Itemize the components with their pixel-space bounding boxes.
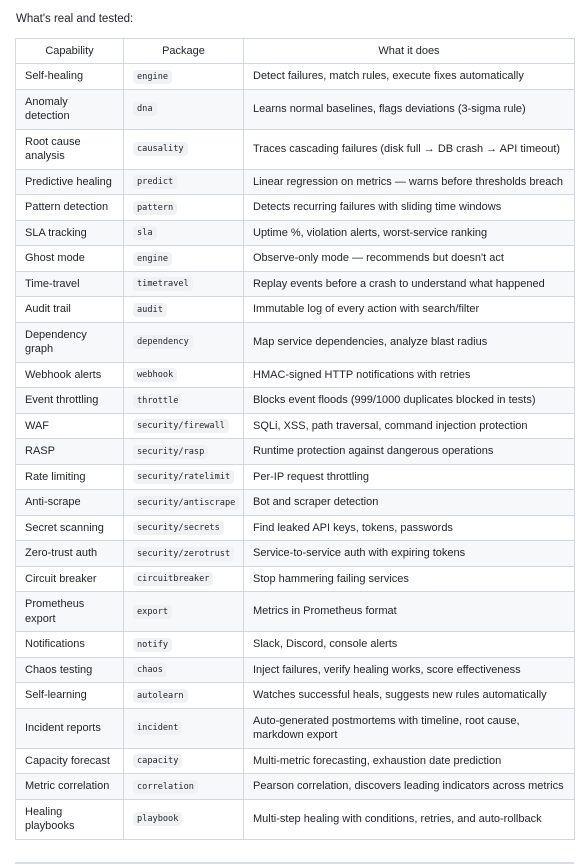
package-code: webhook: [133, 368, 177, 382]
package-code: capacity: [133, 754, 182, 768]
package-code: security/secrets: [133, 521, 224, 535]
package-cell: [124, 220, 244, 246]
table-row: [16, 515, 575, 541]
package-code: timetravel: [133, 277, 193, 291]
capability-cell: Anomaly detection: [16, 89, 124, 129]
description-cell: Detect failures, match rules, execute fixes automatically: [244, 64, 575, 90]
description-cell: Watches successful heals, suggests new rules automatically: [244, 683, 575, 709]
capability-cell: SLA tracking: [16, 220, 124, 246]
package-cell: [124, 322, 244, 362]
package-cell: [124, 541, 244, 567]
description-cell: Learns normal baselines, flags deviations (3-sigma rule): [244, 89, 575, 129]
table-row: [16, 271, 575, 297]
package-code: dna: [133, 102, 157, 116]
table-row: [16, 388, 575, 414]
description-cell: Metrics in Prometheus format: [244, 592, 575, 632]
description-cell: Slack, Discord, console alerts: [244, 632, 575, 658]
table-row: [16, 129, 575, 169]
table-header-row: [16, 39, 575, 64]
description-cell: Bot and scraper detection: [244, 490, 575, 516]
package-cell: [124, 413, 244, 439]
table-row: [16, 748, 575, 774]
package-cell: [124, 683, 244, 709]
table-row: [16, 799, 575, 839]
description-cell: HMAC-signed HTTP notifications with retries: [244, 362, 575, 388]
capability-cell: Root cause analysis: [16, 129, 124, 169]
table-row: [16, 220, 575, 246]
description-cell: Map service dependencies, analyze blast radius: [244, 322, 575, 362]
capability-cell: Predictive healing: [16, 169, 124, 195]
capability-cell: RASP: [16, 439, 124, 465]
capability-cell: Webhook alerts: [16, 362, 124, 388]
description-cell: Immutable log of every action with search/filter: [244, 297, 575, 323]
package-cell: [124, 271, 244, 297]
capability-cell: Time-travel: [16, 271, 124, 297]
package-cell: [124, 129, 244, 169]
description-cell: Replay events before a crash to understand what happened: [244, 271, 575, 297]
section-divider: [15, 862, 574, 864]
capability-cell: Self-learning: [16, 683, 124, 709]
package-cell: [124, 246, 244, 272]
capability-cell: Self-healing: [16, 64, 124, 90]
table-row: [16, 64, 575, 90]
column-header-description: What it does: [244, 39, 575, 64]
capability-cell: Dependency graph: [16, 322, 124, 362]
package-cell: [124, 490, 244, 516]
package-cell: [124, 799, 244, 839]
package-cell: [124, 657, 244, 683]
table-row: [16, 439, 575, 465]
description-cell: Multi-step healing with conditions, retries, and auto-rollback: [244, 799, 575, 839]
capability-cell: Notifications: [16, 632, 124, 658]
package-code: incident: [133, 721, 182, 735]
description-cell: Pearson correlation, discovers leading indicators across metrics: [244, 774, 575, 800]
package-code: causality: [133, 142, 188, 156]
capability-cell: Circuit breaker: [16, 566, 124, 592]
table-row: [16, 297, 575, 323]
description-cell: Observe-only mode — recommends but doesn't act: [244, 246, 575, 272]
package-code: autolearn: [133, 689, 188, 703]
package-code: circuitbreaker: [133, 572, 213, 586]
column-header-package: Package: [124, 39, 244, 64]
package-code: engine: [133, 252, 172, 266]
description-cell: Linear regression on metrics — warns before thresholds breach: [244, 169, 575, 195]
capability-cell: Healing playbooks: [16, 799, 124, 839]
description-cell: Detects recurring failures with sliding time windows: [244, 195, 575, 221]
description-cell: Service-to-service auth with expiring tokens: [244, 541, 575, 567]
capability-cell: WAF: [16, 413, 124, 439]
package-cell: [124, 439, 244, 465]
capability-cell: Anti-scrape: [16, 490, 124, 516]
description-cell: Runtime protection against dangerous operations: [244, 439, 575, 465]
package-code: security/firewall: [133, 419, 229, 433]
package-code: security/ratelimit: [133, 470, 234, 484]
table-row: [16, 413, 575, 439]
table-row: [16, 322, 575, 362]
intro-text: What's real and tested:: [16, 13, 134, 25]
package-code: predict: [133, 175, 177, 189]
package-code: audit: [133, 303, 167, 317]
column-header-capability: Capability: [16, 39, 124, 64]
description-cell: Multi-metric forecasting, exhaustion date prediction: [244, 748, 575, 774]
description-cell: Stop hammering failing services: [244, 566, 575, 592]
capability-cell: Ghost mode: [16, 246, 124, 272]
capability-cell: Rate limiting: [16, 464, 124, 490]
package-code: security/antiscrape: [133, 496, 239, 510]
capability-cell: Event throttling: [16, 388, 124, 414]
description-cell: Inject failures, verify healing works, score effectiveness: [244, 657, 575, 683]
capability-cell: Incident reports: [16, 708, 124, 748]
table-row: [16, 541, 575, 567]
table-row: [16, 246, 575, 272]
package-code: security/zerotrust: [133, 547, 234, 561]
package-cell: [124, 774, 244, 800]
capability-cell: Metric correlation: [16, 774, 124, 800]
table-row: [16, 362, 575, 388]
table-row: [16, 464, 575, 490]
package-code: throttle: [133, 394, 182, 408]
package-cell: [124, 632, 244, 658]
package-code: export: [133, 605, 172, 619]
description-cell: Uptime %, violation alerts, worst-service ranking: [244, 220, 575, 246]
package-code: notify: [133, 638, 172, 652]
table-row: [16, 490, 575, 516]
package-code: playbook: [133, 812, 182, 826]
package-code: correlation: [133, 780, 198, 794]
table-row: [16, 774, 575, 800]
package-cell: [124, 566, 244, 592]
package-cell: [124, 169, 244, 195]
table-row: [16, 89, 575, 129]
package-code: dependency: [133, 335, 193, 349]
capability-cell: Zero-trust auth: [16, 541, 124, 567]
capability-cell: Audit trail: [16, 297, 124, 323]
package-cell: [124, 89, 244, 129]
description-cell: Blocks event floods (999/1000 duplicates blocked in tests): [244, 388, 575, 414]
description-cell: Auto-generated postmortems with timeline, root cause, markdown export: [244, 708, 575, 748]
table-row: [16, 169, 575, 195]
table-row: [16, 657, 575, 683]
table-row: [16, 566, 575, 592]
package-cell: [124, 388, 244, 414]
capability-cell: Pattern detection: [16, 195, 124, 221]
table-row: [16, 708, 575, 748]
description-cell: Per-IP request throttling: [244, 464, 575, 490]
capability-cell: Prometheus export: [16, 592, 124, 632]
table-row: [16, 632, 575, 658]
capability-cell: Capacity forecast: [16, 748, 124, 774]
capability-cell: Chaos testing: [16, 657, 124, 683]
capabilities-table: [15, 38, 575, 840]
package-cell: [124, 64, 244, 90]
package-code: pattern: [133, 201, 177, 215]
package-cell: [124, 464, 244, 490]
package-cell: [124, 592, 244, 632]
package-cell: [124, 195, 244, 221]
capability-cell: Secret scanning: [16, 515, 124, 541]
description-cell: Find leaked API keys, tokens, passwords: [244, 515, 575, 541]
package-code: chaos: [133, 663, 167, 677]
description-cell: SQLi, XSS, path traversal, command injection protection: [244, 413, 575, 439]
table-row: [16, 195, 575, 221]
package-cell: [124, 708, 244, 748]
table-row: [16, 683, 575, 709]
package-code: sla: [133, 226, 157, 240]
package-cell: [124, 748, 244, 774]
package-cell: [124, 297, 244, 323]
description-cell: Traces cascading failures (disk full → DB crash → API timeout): [244, 129, 575, 169]
package-cell: [124, 362, 244, 388]
package-code: security/rasp: [133, 445, 208, 459]
package-code: engine: [133, 70, 172, 84]
package-cell: [124, 515, 244, 541]
table-row: [16, 592, 575, 632]
